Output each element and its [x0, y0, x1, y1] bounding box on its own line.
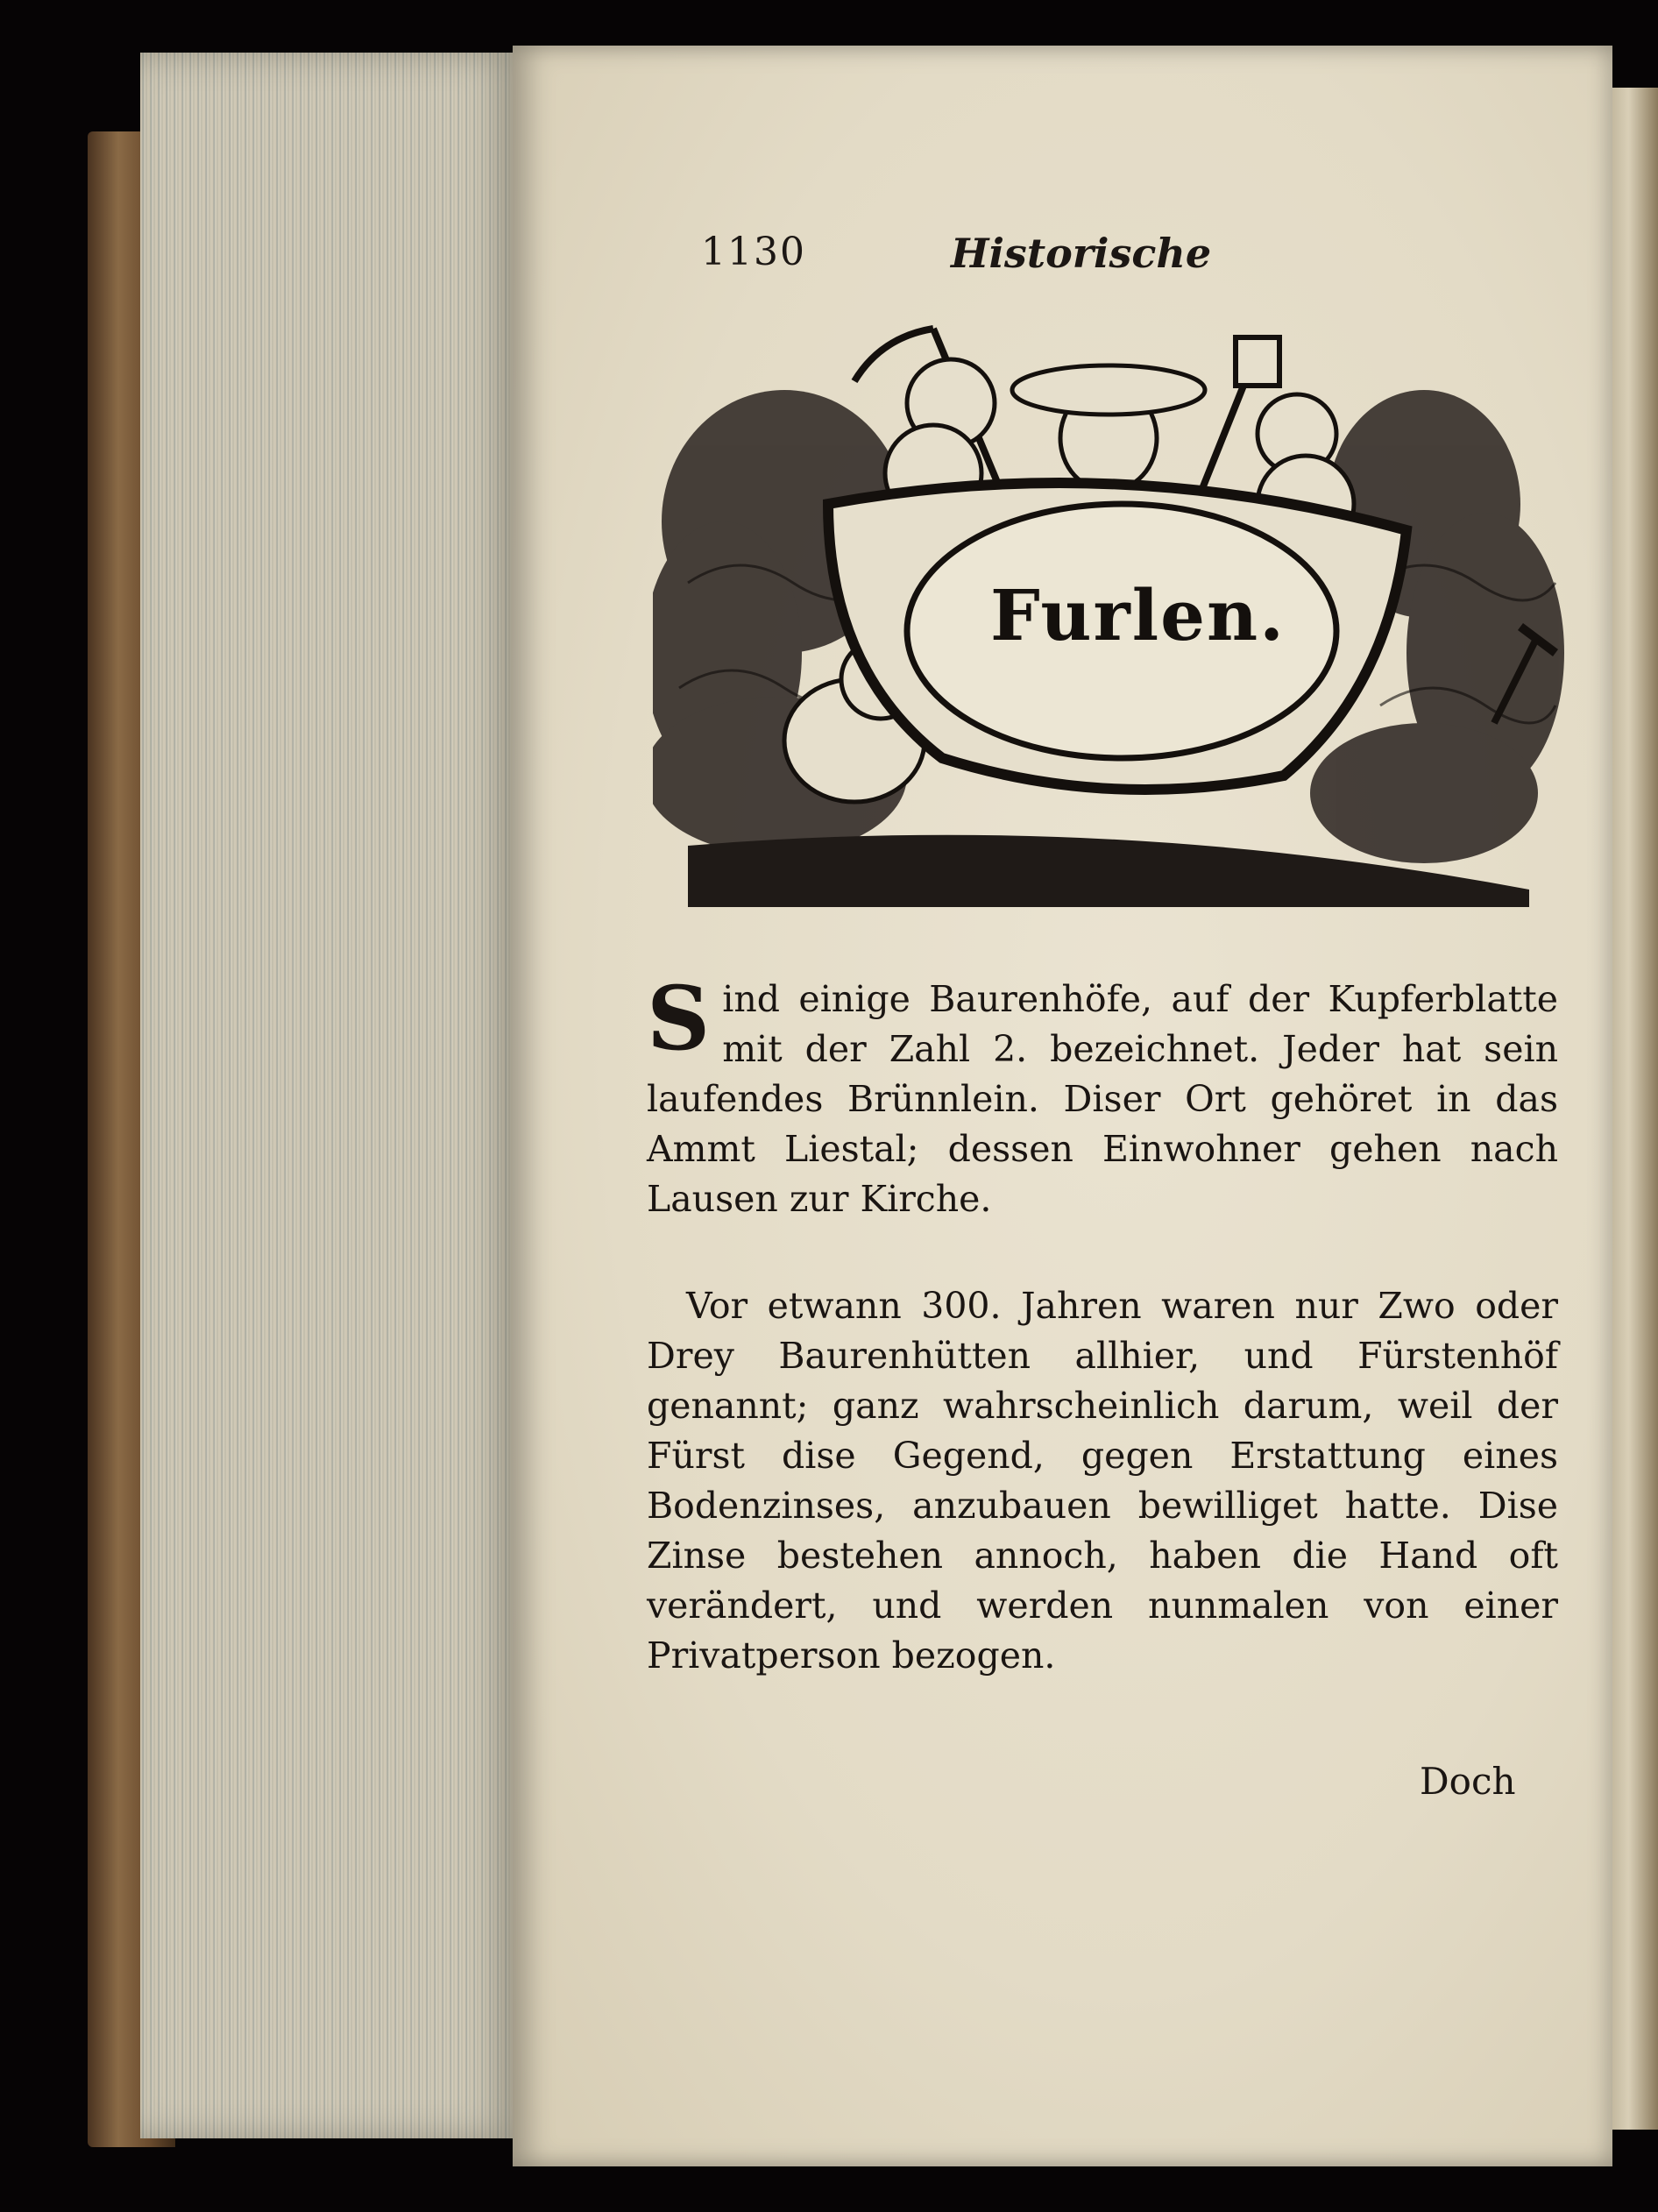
- running-head-title: Historische: [951, 230, 1212, 277]
- opposite-page-edge: [1609, 88, 1658, 2130]
- section-title: Furlen.: [990, 574, 1286, 656]
- page-block-stack: [140, 53, 517, 2138]
- paragraph-1: Sind einige Baurenhöfe, auf der Kupferblatte mit der Zahl 2. bezeichnet. Jeder hat sein laufendes Brünnlein. Diser Ort gehöret in das Ammt Liestal; dessen Einwohner gehen nach Lausen zur Kirche.: [647, 967, 1558, 1220]
- catchword: Doch: [1420, 1760, 1516, 1803]
- paragraph-2: Vor etwann 300. Jahren waren nur Zwo oder Drey Baurenhütten allhier, und Fürstenhöf genannt; ganz wahrscheinlich darum, weil der Fürst dise Gegend, gegen Erstattung eines Bodenzinses, anzubauen bewilliget hatte. Dise Zinse bestehen annoch, haben die Hand oft verändert, und werden nunmalen von einer Privatperson bezogen.: [647, 1285, 1558, 1677]
- page-number: 1130: [701, 230, 806, 274]
